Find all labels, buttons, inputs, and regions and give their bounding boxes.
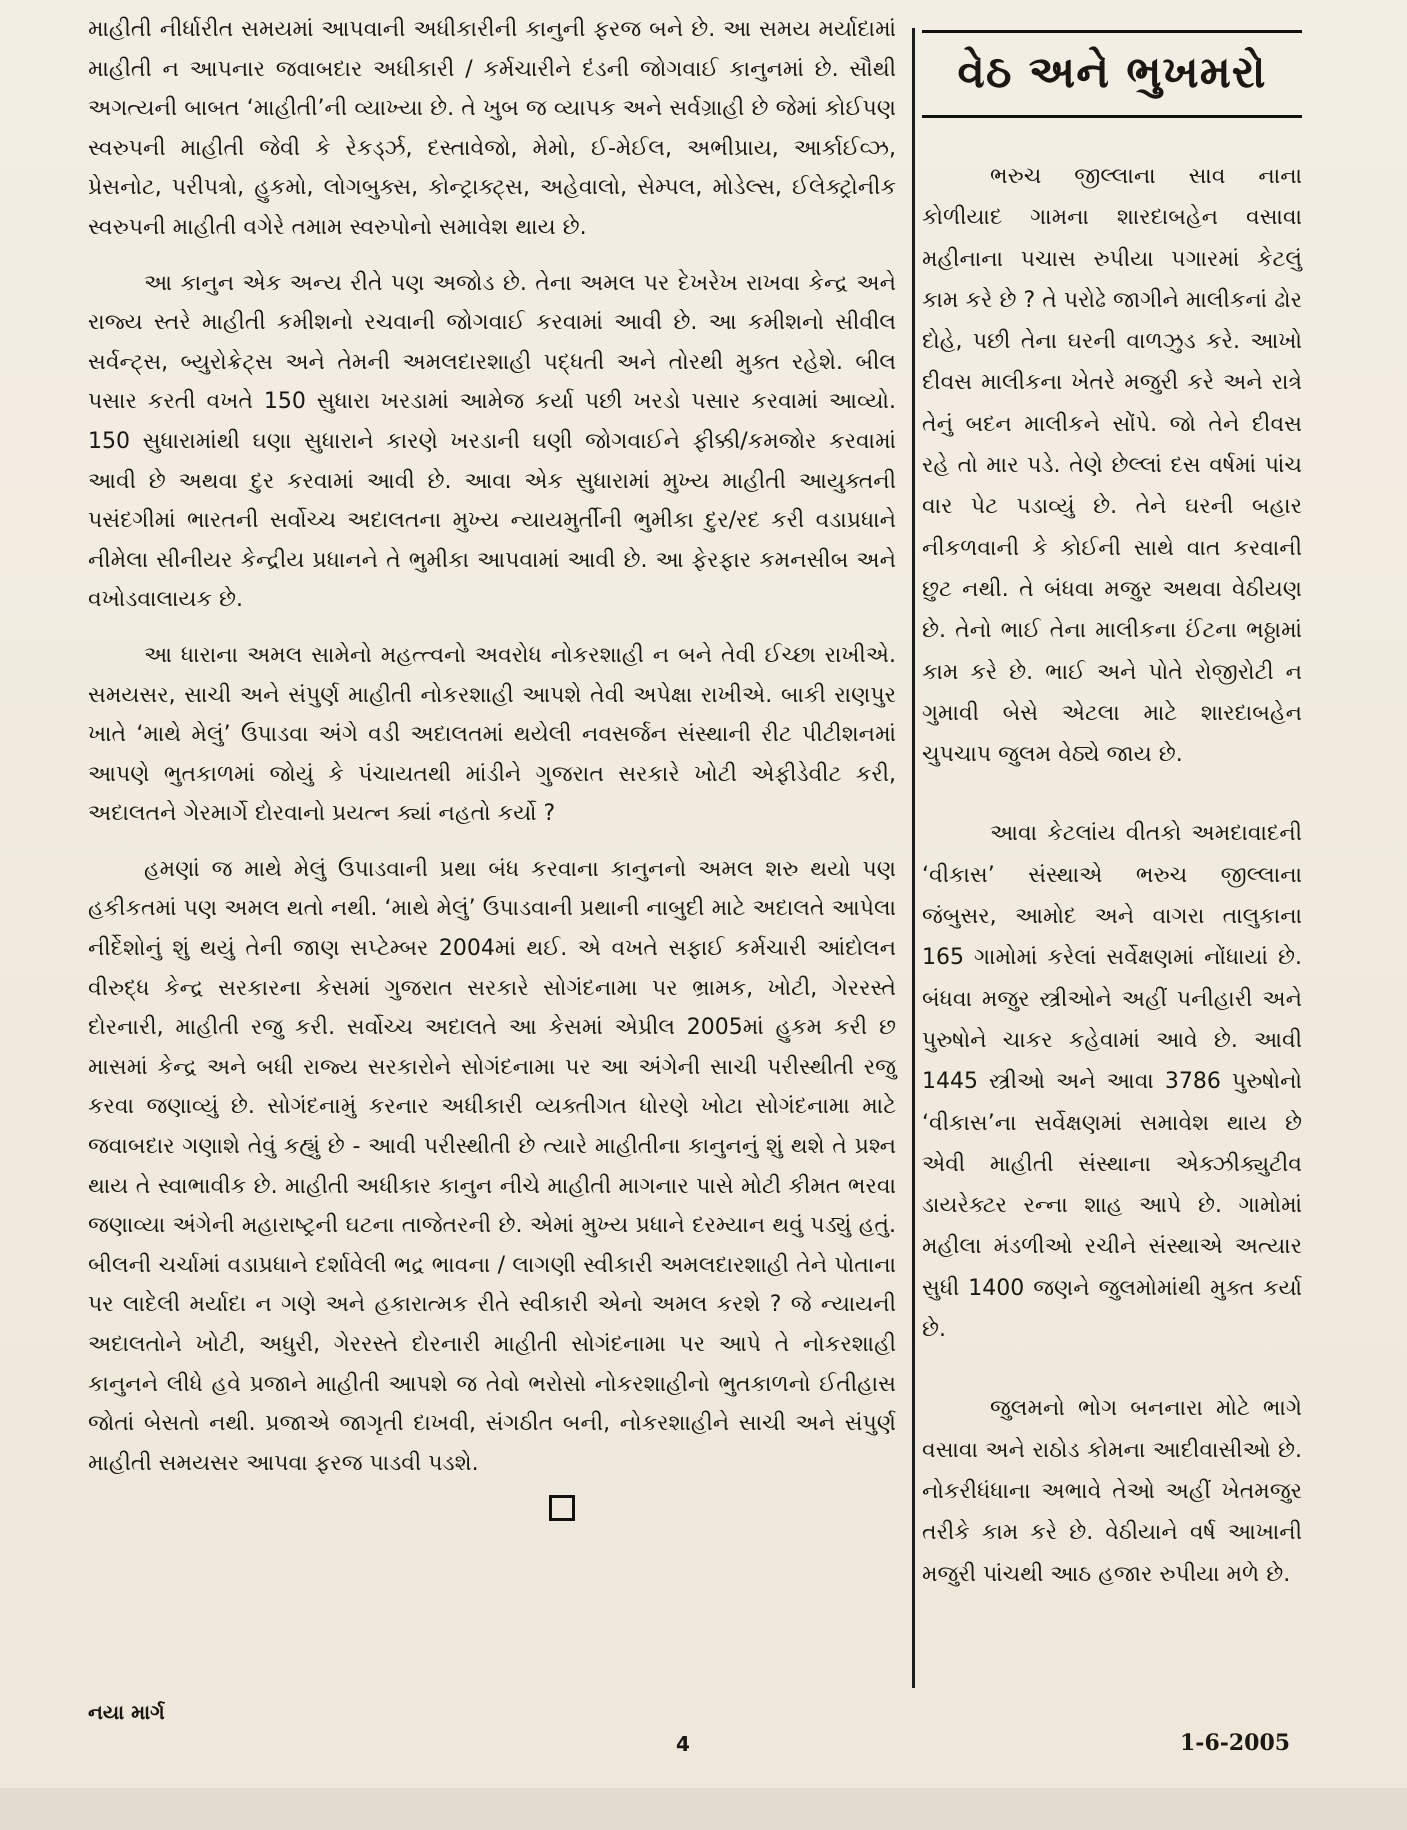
page-number: 4 (676, 1732, 690, 1756)
right-article-body (922, 156, 1302, 1595)
article-paragraph: માહીતી નીર્ધારીત સમયમાં આપવાની અધીકારીની કાનુની ફરજ બને છે. આ સમય મર્યાદામાં માહીતી ન આપનાર જવાબદાર અધીકારી / કર્મચારીને દંડની જોગવાઈ કાનુનમાં છે. સૌથી અગત્યની બાબત ‘માહીતી’ની વ્યાખ્યા છે. તે ખુબ જ વ્યાપક અને સર્વગ્રાહી છે જેમાં કોઈપણ સ્વરુપની માહીતી જેવી કે રેકર્ડ્ઝ, દસ્તાવેજો, મેમો, ઈ-મેઈલ, અભીપ્રાય, આર્કાઈવ્ઝ, પ્રેસનોટ, પરીપત્રો, હુકમો, લોગબુક્સ, કોન્ટ્રાક્ટ્સ, અહેવાલો, સેમ્પલ, મોડેલ્સ, ઈલેક્ટ્રોનીક સ્વરુપની માહીતી વગેરે તમામ સ્વરુપોનો સમાવેશ થાય છે. (88, 17, 896, 240)
scan-bottom-margin (0, 1788, 1407, 1830)
article-paragraph: જુલમનો ભોગ બનનારા મોટે ભાગે વસાવા અને રાઠોડ કોમના આદીવાસીઓ છે. નોકરીધંધાના અભાવે તેઓ અહીં ખેતમજુર તરીકે કામ કરે છે. વેઠીયાને વર્ષ આખાની મજુરી પાંચથી આઠ હજાર રુપીયા મળે છે. (922, 1396, 1302, 1587)
issue-date: 1-6-2005 (1180, 1730, 1291, 1756)
column-divider (912, 28, 915, 1688)
article-paragraph: આવા કેટલાંય વીતકો અમદાવાદની ‘વીકાસ’ સંસ્થાએ ભરુચ જીલ્લાના જંબુસર, આમોદ અને વાગરા તાલુકાના 165 ગામોમાં કરેલાં સર્વેક્ષણમાં નોંધાયાં છે. બંધવા મજુર સ્ત્રીઓને અહીં પનીહારી અને પુરુષોને ચાકર કહેવામાં આવે છે. આવી 1445 સ્ત્રીઓ અને આવા 3786 પુરુષોનો ‘વીકાસ’ના સર્વેક્ષણમાં સમાવેશ થાય છે એવી માહીતી સંસ્થાના એક્ઝીક્યુટીવ ડાયરેક્ટર રન્ના શાહ આપે છે. ગામોમાં મહીલા મંડળીઓ રચીને સંસ્થાએ અત્યાર સુધી 1400 જણને જુલમોમાંથી મુક્ત કર્યા છે. (922, 821, 1302, 1343)
left-article-column (88, 10, 896, 1525)
article-title: વેઠ અને ભુખમરો (957, 47, 1267, 98)
page-footer (0, 1690, 1407, 1780)
right-article-column (922, 30, 1302, 1633)
magazine-name: નયા માર્ગ (88, 1700, 165, 1724)
article-title-box (922, 30, 1302, 118)
article-paragraph: આ ધારાના અમલ સામેનો મહત્ત્વનો અવરોધ નોકરશાહી ન બને તેવી ઈચ્છા રાખીએ. સમયસર, સાચી અને સંપુર્ણ માહીતી નોકરશાહી આપશે તેવી અપેક્ષા રાખીએ. બાકી રાણપુર ખાતે ‘માથે મેલું’ ઉપાડવા અંગે વડી અદાલતમાં થયેલી નવસર્જન સંસ્થાની રીટ પીટીશનમાં આપણે ભુતકાળમાં જોયું કે પંચાયતથી માંડીને ગુજરાત સરકારે ખોટી એફીડેવીટ કરી, અદાલતને ગેરમાર્ગે દોરવાનો પ્રયત્ન ક્યાં નહતો કર્યો ? (88, 642, 896, 827)
article-end-square-icon (549, 1495, 575, 1521)
article-paragraph: આ કાનુન એક અન્ય રીતે પણ અજોડ છે. તેના અમલ પર દેખરેખ રાખવા કેન્દ્ર અને રાજ્ય સ્તરે માહીતી કમીશનો રચવાની જોગવાઈ કરવામાં આવી છે. આ કમીશનો સીવીલ સર્વન્ટ્સ, બ્યુરોક્રેટ્સ અને તેમની અમલદારશાહી પદ્ધતી અને તોરથી મુક્ત રહેશે. બીલ પસાર કરતી વખતે 150 સુધારા ખરડામાં આમેજ કર્યા પછી ખરડો પસાર કરવામાં આવ્યો. 150 સુધારામાંથી ઘણા સુધારાને કારણે ખરડાની ઘણી જોગવાઈને ફીક્કી/કમજોર કરવામાં આવી છે અથવા દુર કરવામાં આવી છે. આવા એક સુધારામાં મુખ્ય માહીતી આયુક્તની પસંદગીમાં ભારતની સર્વોચ્ચ અદાલતના મુખ્ય ન્યાયમુર્તીની ભુમીકા દુર/રદ કરી વડાપ્રધાને નીમેલા સીનીયર કેન્દ્રીય પ્રધાનને તે ભુમીકા આપવામાં આવી છે. આ ફેરફાર કમનસીબ અને વખોડવાલાયક છે. (88, 270, 896, 613)
article-paragraph: હમણાં જ માથે મેલું ઉપાડવાની પ્રથા બંધ કરવાના કાનુનનો અમલ શરુ થયો પણ હકીકતમાં પણ અમલ થતો નથી. ‘માથે મેલું’ ઉપાડવાની પ્રથાની નાબુદી માટે અદાલતે આપેલા નીર્દેશોનું શું થયું તેની જાણ સપ્ટેમ્બર 2004માં થઈ. એ વખતે સફાઈ કર્મચારી આંદોલન વીરુદ્ધ કેન્દ્ર સરકારના કેસમાં ગુજરાત સરકારે સોગંદનામા પર ભ્રામક, ખોટી, ગેરરસ્તે દોરનારી, માહીતી રજુ કરી. સર્વોચ્ચ અદાલતે આ કેસમાં એપ્રીલ 2005માં હુકમ કરી છ માસમાં કેન્દ્ર અને બધી રાજ્ય સરકારોને સોગંદનામા પર આ અંગેની સાચી પરીસ્થીતી રજુ કરવા જણાવ્યું છે. સોગંદનામું કરનાર અધીકારી વ્યક્તીગત ધોરણે ખોટા સોગંદનામા માટે જવાબદાર ગણાશે તેવું કહ્યું છે - આવી પરીસ્થીતી છે ત્યારે માહીતીના કાનુનનું શું થશે તે પ્રશ્ન થાય તે સ્વાભાવીક છે. માહીતી અધીકાર કાનુન નીચે માહીતી માગનાર પાસે મોટી કીમત ભરવા જણાવ્યા અંગેની મહારાષ્ટ્રની ઘટના તાજેતરની છે. એમાં મુખ્ય પ્રધાને દરમ્યાન થવું પડ્યું હતું. બીલની ચર્ચામાં વડાપ્રધાને દર્શાવેલી ભદ્ર ભાવના / લાગણી સ્વીકારી અમલદારશાહી તેને પોતાના પર લાદેલી મર્યાદા ન ગણે અને હકારાત્મક રીતે સ્વીકારી એનો અમલ કરશે ? જે ન્યાયની અદાલતોને ખોટી, અધુરી, ગેરરસ્તે દોરનારી માહીતી સોગંદનામા પર આપે તે નોકરશાહી કાનુનને લીધે હવે પ્રજાને માહીતી આપશે જ તેવો ભરોસો નોકરશાહીનો ભુતકાળનો ઈતીહાસ જોતાં બેસતો નથી. પ્રજાએ જાગૃતી દાખવી, સંગઠીત બની, નોકરશાહીને સાચી અને સંપુર્ણ માહીતી સમયસર આપવા ફરજ પાડવી પડશે. (88, 856, 896, 1476)
article-paragraph: ભરુચ જીલ્લાના સાવ નાના કોળીયાદ ગામના શારદાબહેન વસાવા મહીનાના પચાસ રુપીયા પગારમાં કેટલું કામ કરે છે ? તે પરોઢે જાગીને માલીકનાં ઢોર દોહે, પછી તેના ઘરની વાળઝુડ કરે. આખો દીવસ માલીકના ખેતરે મજુરી કરે અને રાત્રે તેનું બદન માલીકને સોંપે. જો તેને દીવસ રહે તો માર પડે. તેણે છેલ્લાં દસ વર્ષમાં પાંચ વાર પેટ પડાવ્યું છે. તેને ઘરની બહાર નીકળવાની કે કોઈની સાથે વાત કરવાની છુટ નથી. તે બંધવા મજુર અથવા વેઠીયણ છે. તેનો ભાઈ તેના માલીકના ઈંટના ભઠ્ઠામાં કામ કરે છે. ભાઈ અને પોતે રોજીરોટી ન ગુમાવી બેસે એટલા માટે શારદાબહેન ચુપચાપ જુલમ વેઠ્યે જાય છે. (922, 164, 1302, 768)
